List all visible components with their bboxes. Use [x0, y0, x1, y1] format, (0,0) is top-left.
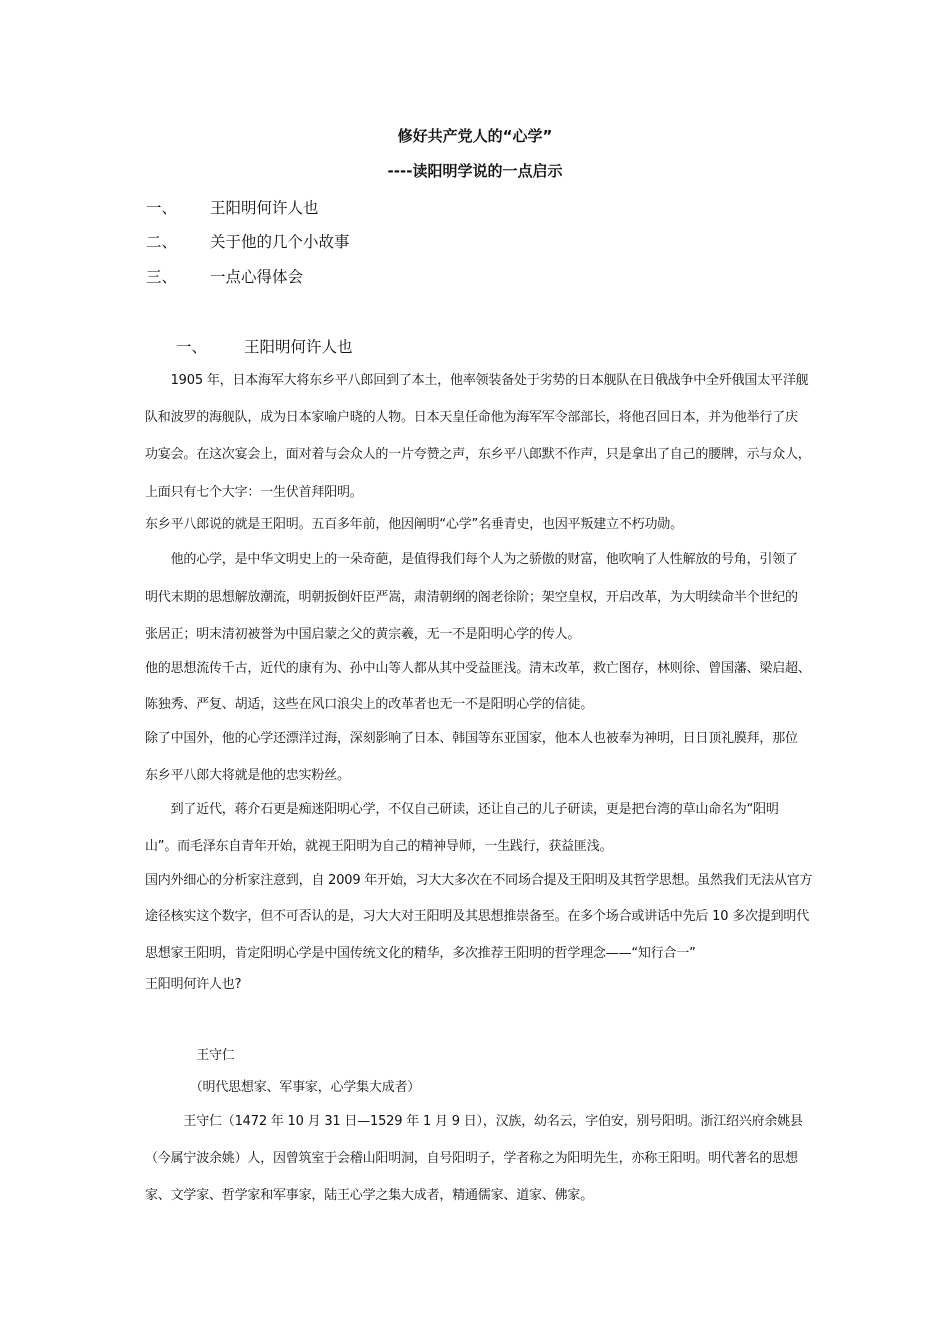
body-line: 1905 年，日本海军大将东乡平八郎回到了本土，他率领装备处于劣势的日本舰队在日俄战争中全歼俄国太平洋舰 [145, 373, 809, 388]
body-line: 东乡平八郎说的就是王阳明。五百多年前，他因阐明“心学”名垂青史，也因平叛建立不朽功勋。 [145, 517, 683, 532]
body-line: 思想家王阳明，肯定阳明心学是中国传统文化的精华，多次推荐王阳明的哲学理念——“知行合一” [145, 946, 696, 961]
body-line: 国内外细心的分析家注意到，自 2009 年开始，习大大多次在不同场合提及王阳明及其哲学思想。虽然我们无法从官方 [145, 873, 813, 888]
body-line: （明代思想家、军事家，心学集大成者） [145, 1080, 421, 1095]
body-line: 王阳明何许人也? [145, 977, 242, 992]
section-heading [176, 337, 576, 357]
toc-number: 二、 [146, 233, 178, 251]
body-line: 王守仁（1472 年 10 月 31 日—1529 年 1 月 9 日），汉族，幼名云，字伯安，别号阳明。浙江绍兴府余姚县 [145, 1114, 803, 1129]
toc-number: 三、 [146, 268, 178, 286]
toc-text: 王阳明何许人也 [210, 199, 319, 217]
body-line: 张居正；明末清初被誉为中国启蒙之父的黄宗羲，无一不是阳明心学的传人。 [145, 627, 581, 642]
body-line: 他的思想流传千古，近代的康有为、孙中山等人都从其中受益匪浅。清末改革，救亡图存，林则徐、曾国藩、梁启超、 [145, 661, 811, 676]
body-line: 上面只有七个大字：一生伏首拜阳明。 [145, 485, 363, 500]
section-number: 一、 [176, 338, 208, 356]
toc-text: 一点心得体会 [210, 268, 304, 286]
body-line: 明代末期的思想解放潮流，明朝扳倒奸臣严嵩，肃清朝纲的阁老徐阶；架空皇权，开启改革，为大明续命半个世纪的 [145, 590, 798, 605]
toc-item [146, 267, 546, 287]
document-subtitle: ----读阳明学说的一点启示 [387, 162, 563, 180]
body-line: （今属宁波余姚）人，因曾筑室于会稽山阳明洞，自号阳明子，学者称之为阳明先生，亦称王阳明。明代著名的思想 [145, 1151, 798, 1166]
body-line: 队和波罗的海舰队，成为日本家喻户晓的人物。日本天皇任命他为海军军令部部长，将他召回日本，并为他举行了庆 [145, 410, 798, 425]
toc-item [146, 198, 546, 218]
body-line: 他的心学，是中华文明史上的一朵奇葩，是值得我们每个人为之骄傲的财富，他吹响了人性解放的号角，引领了 [145, 552, 798, 567]
body-line: 到了近代，蒋介石更是痴迷阳明心学，不仅自己研读，还让自己的儿子研读，更是把台湾的草山命名为“阳明 [145, 802, 779, 817]
section-title: 王阳明何许人也 [244, 338, 353, 356]
toc-number: 一、 [146, 199, 178, 217]
document-title: 修好共产党人的“心学” [397, 127, 553, 145]
toc-item [146, 232, 546, 252]
body-line: 山”。而毛泽东自青年开始，就视王阳明为自己的精神导师，一生践行，获益匪浅。 [145, 839, 613, 854]
body-line: 功宴会。在这次宴会上，面对着与会众人的一片夸赞之声，东乡平八郎默不作声，只是拿出了自己的腰牌，示与众人， [145, 447, 811, 462]
body-line: 东乡平八郎大将就是他的忠实粉丝。 [145, 768, 350, 783]
body-line: 家、文学家、哲学家和军事家，陆王心学之集大成者，精通儒家、道家、佛家。 [145, 1188, 594, 1203]
body-line: 途径核实这个数字，但不可否认的是，习大大对王阳明及其思想推崇备至。在多个场合或讲话中先后 10 多次提到明代 [145, 909, 810, 924]
toc-text: 关于他的几个小故事 [210, 233, 350, 251]
body-line: 陈独秀、严复、胡适，这些在风口浪尖上的改革者也无一不是阳明心学的信徒。 [145, 697, 594, 712]
body-line: 除了中国外，他的心学还漂洋过海，深刻影响了日本、韩国等东亚国家，他本人也被奉为神明，日日顶礼膜拜，那位 [145, 731, 798, 746]
body-line: 王守仁 [145, 1048, 235, 1063]
